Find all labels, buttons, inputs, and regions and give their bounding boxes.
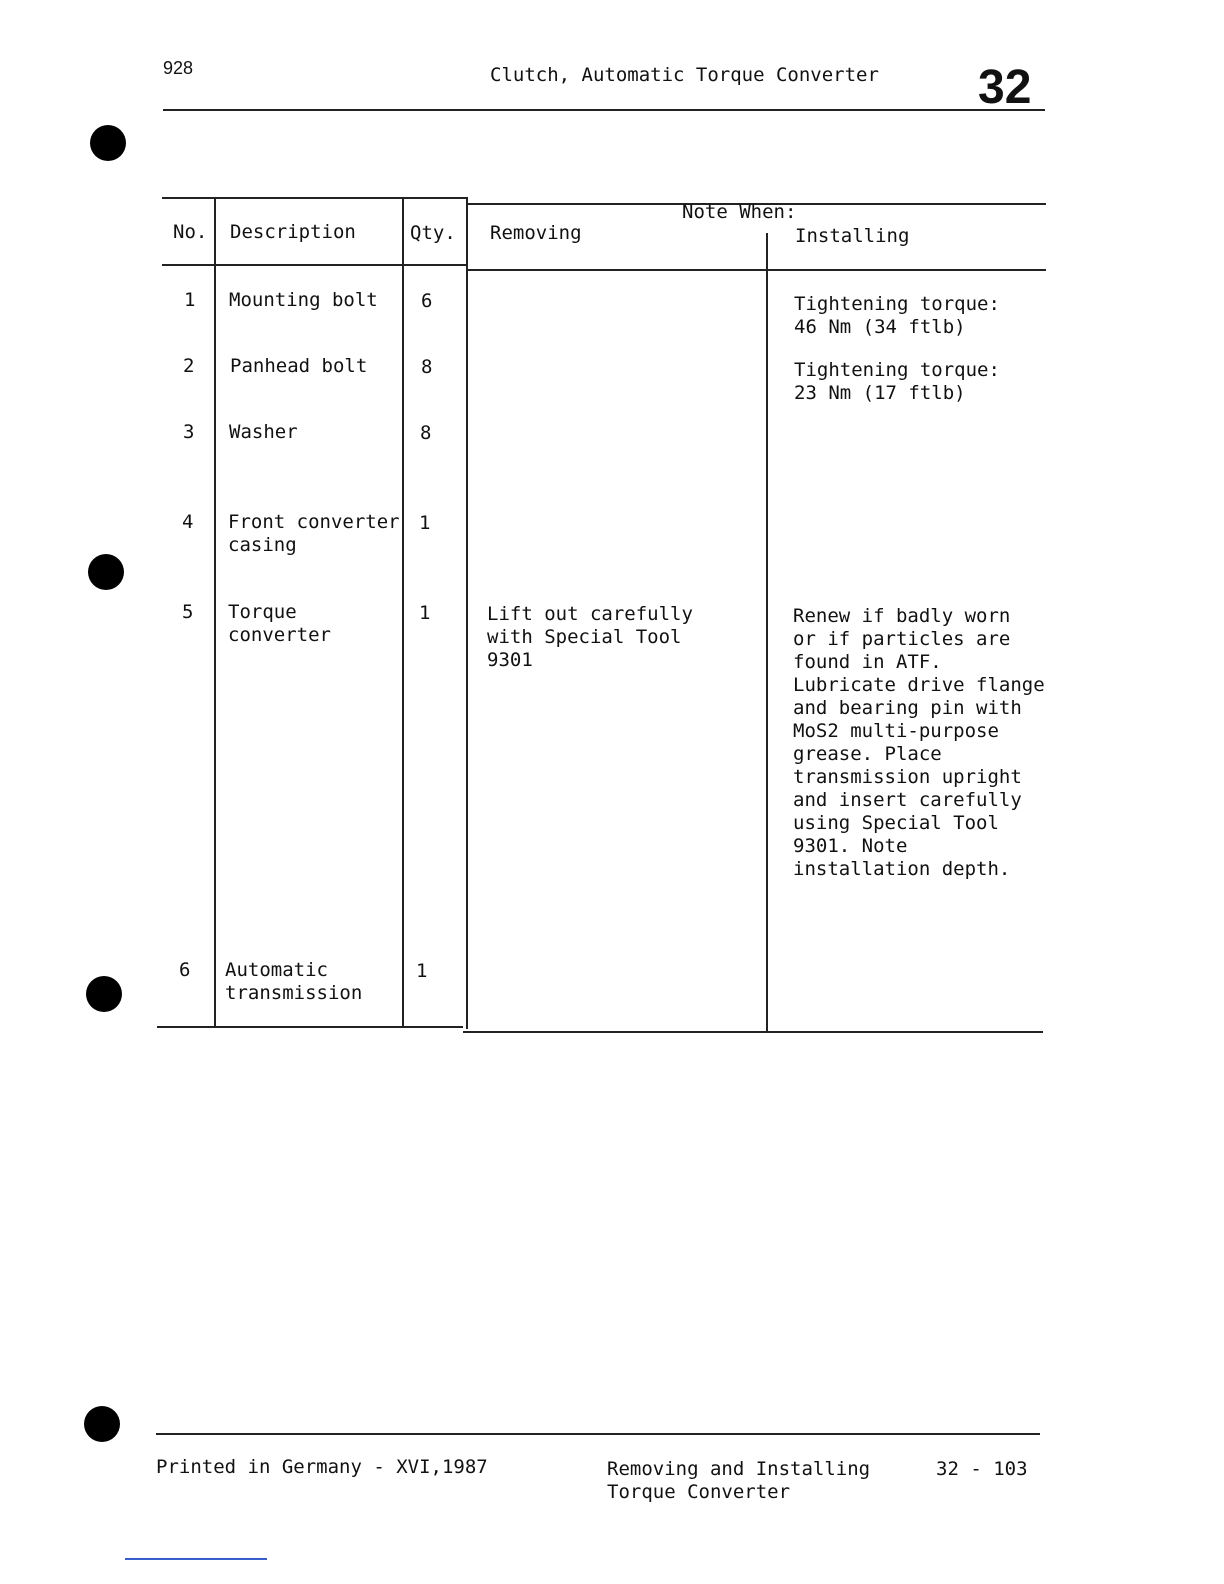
- row-number: 3: [183, 421, 195, 443]
- column-header-description: Description: [230, 221, 356, 243]
- row-description: Washer: [229, 421, 298, 443]
- row-qty: 8: [420, 422, 432, 444]
- header-bottom-rule: [162, 264, 468, 266]
- header-bottom-rule: [468, 269, 1046, 271]
- row-number: 5: [182, 601, 194, 623]
- column-divider: [766, 233, 768, 1031]
- row-removing-note: Lift out carefully with Special Tool 9301: [487, 603, 693, 671]
- printed-note: Printed in Germany - XVI,1987: [156, 1456, 488, 1478]
- row-qty: 8: [421, 356, 433, 378]
- binder-hole: [88, 554, 124, 590]
- row-installing-note: Renew if badly worn or if particles are found in ATF. Lubricate drive flange and bearing pin with MoS2 multi-purpose grease. Place transmission upright and insert carefully using Special Tool 9301. Note installation depth.: [793, 605, 1045, 880]
- row-number: 1: [184, 289, 196, 311]
- table-bottom-rule: [463, 1031, 1043, 1033]
- column-divider: [214, 197, 216, 1027]
- column-header-removing: Removing: [490, 222, 582, 244]
- table-top-rule: [162, 197, 468, 199]
- footer-rule: [156, 1433, 1040, 1435]
- row-installing-note: Tightening torque: 46 Nm (34 ftlb): [794, 293, 1000, 338]
- header-rule: [163, 109, 1045, 111]
- binder-hole: [84, 1406, 120, 1442]
- table-bottom-rule: [157, 1026, 463, 1028]
- footer-topic: Removing and Installing Torque Converter: [607, 1458, 871, 1503]
- page-title: Clutch, Automatic Torque Converter: [490, 64, 879, 86]
- row-description: Panhead bolt: [230, 355, 368, 377]
- section-number: 32: [978, 61, 1032, 114]
- binder-hole: [90, 125, 126, 161]
- row-installing-note: Tightening torque: 23 Nm (17 ftlb): [794, 359, 1000, 404]
- note-when-label: Note When:: [682, 201, 797, 223]
- model-number: 928: [163, 58, 194, 78]
- row-qty: 6: [421, 290, 433, 312]
- row-qty: 1: [419, 512, 431, 534]
- row-number: 2: [183, 355, 195, 377]
- row-description: Mounting bolt: [229, 289, 378, 311]
- page-number: 32 - 103: [936, 1458, 1028, 1480]
- binder-hole: [86, 976, 122, 1012]
- column-header-installing: Installing: [795, 225, 910, 247]
- row-qty: 1: [419, 602, 431, 624]
- column-header-qty: Qty.: [410, 222, 456, 244]
- row-number: 4: [182, 511, 194, 533]
- row-description: Front converter casing: [228, 511, 400, 556]
- column-divider: [402, 197, 404, 1027]
- row-qty: 1: [416, 960, 428, 982]
- column-header-no: No.: [173, 221, 208, 243]
- link-underline: [125, 1558, 267, 1560]
- row-description: Torque converter: [228, 601, 331, 646]
- column-divider: [466, 197, 468, 1029]
- row-description: Automatic transmission: [225, 959, 363, 1004]
- row-number: 6: [179, 959, 191, 981]
